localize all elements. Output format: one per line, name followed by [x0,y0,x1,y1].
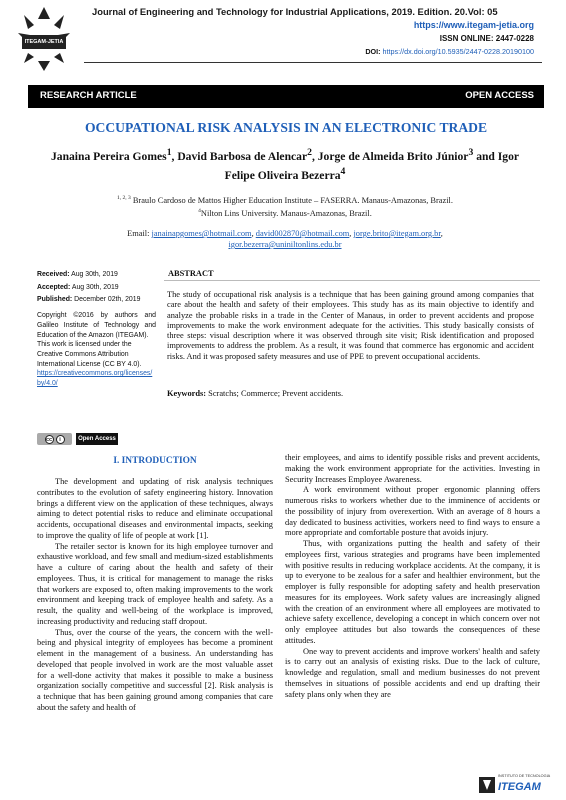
author-sup: 1 [166,147,172,158]
logo-text: ITEGAM-JETIA [24,39,64,45]
author-conjunction: and Igor [476,149,520,163]
keywords-label: Keywords: [167,389,207,398]
affiliations [40,193,530,220]
affiliation-sup: 4 [198,208,201,215]
journal-doi [365,47,534,56]
license-notice: This work is licensed under the Creative Commons Attribution International License (CC BY 4.0). [37,341,142,368]
cc-icon: cc [45,436,53,443]
access-type-label: OPEN ACCESS [465,90,534,101]
paragraph-continued: their employees, and aims to identify possible risks and prevent accidents, making the work environment appropriate for the activities. Investing in Security Increases Employee Awareness. [285,453,540,484]
article-meta [37,270,156,389]
article-type-label: RESEARCH ARTICLE [40,90,137,101]
doi-link[interactable]: https://dx.doi.org/10.5935/2447-0228.20190100 [382,47,534,56]
author-name: David Barbosa de Alencar [177,149,308,163]
author-sup: 3 [468,147,474,158]
paragraph: The development and updating of risk analysis techniques contributes to the evolution of safety engineering history. Innovation brings a different view on the application of these techniques, always aiming to detect potential risks to reduce and eliminate occupational accidents, occupational diseases and environmental impacts, seeking to improve the quality of life of people at work [1]. [37,477,273,540]
accepted-label: Accepted: [37,283,71,291]
author-emails: Email: janainapgomes@hotmail.com, david002870@hotmail.com, jorge.brito@itegam.org.br, igor.bezerra@uniniltonlins.edu.br [127,229,443,249]
email-link[interactable]: janainapgomes@hotmail.com [151,229,252,238]
section-heading: I. INTRODUCTION [113,456,197,466]
email-link[interactable]: jorge.brito@itegam.org.br [353,229,441,238]
published-date: December 02th, 2019 [74,296,141,304]
accepted-date: Aug 30th, 2019 [71,283,119,291]
abstract-divider [164,280,540,281]
copyright-notice: Copyright ©2016 by authors and Galileo Institute of Technology and Education of the Amazon (ITEGAM). [37,312,156,339]
author-name: Jorge de Almeida Brito Júnior [317,149,469,163]
author-sup: 2 [307,147,312,158]
license-link[interactable]: https://creativecommons.org/licenses/by/4.0/ [37,370,153,388]
journal-title: Journal of Engineering and Technology for Industrial Applications, 2019. Edition. 20.Vol: 05 [92,6,498,17]
body-column-left [37,477,273,714]
affiliation-line: Braulo Cardoso de Mattos Higher Education Institute – FASERRA. Manaus-Amazonas, Brazil. [132,195,453,205]
keywords-list: Scratchs; Commerce; Prevent accidents. [208,389,344,398]
body-column-right [285,453,540,700]
paper-title: OCCUPATIONAL RISK ANALYSIS IN AN ELECTRONIC TRADE [84,120,488,135]
journal-issn: ISSN ONLINE: 2447-0228 [439,34,534,43]
footer-logo-text: ITEGAM [498,781,541,793]
journal-url-link[interactable]: https://www.itegam-jetia.org [413,20,534,30]
footer-logo-icon [478,776,496,794]
email-label: Email: [127,229,150,238]
email-link[interactable]: david002870@hotmail.com [255,229,350,238]
keywords [167,389,534,398]
journal-logo [14,5,74,75]
paragraph: The retailer sector is known for its high employee turnover and exhaustive workload, and few small and medium-sized establishments have a culture of caring about the health and safety of their employees. Thus, it is critical for management to manage the risks that workers are exposed to, often making improvements to the work environment and keeping track of employee health and safety. As a result, the quality and well-being of the workplace is improved, increasing productivity and reducing staff dropout. [37,541,273,626]
email-link[interactable]: igor.bezerra@uniniltonlins.edu.br [228,240,342,249]
paragraph: A work environment without proper ergonomic planning offers numerous risks to workers whether due to the imminence of accidents or the possibility of injury from overexertion. With an average of 8 hours a day dedicated to business activities, workers need to find ways to ensure a more appropriate and comfortable posture that avoids injury. [285,485,540,538]
paragraph: Thus, with organizations putting the health and safety of their employees first, various strategies and programs have been implemented with positive results in reducing workplace accidents. At the company, it is up to everyone to be zealous for a safer and healthier environment, but the employer is fully responsible for adopting safety and health preservation measures for its employees. Work safety values are increasingly aligned with the creation of an environment where all employees are motivated to achieve safety excellence, developing a concept in which concern over not only employee attitudes but also towards the consequences of these attitudes. [285,539,540,645]
affiliation-line: Nilton Lins University. Manaus-Amazonas, Brazil. [200,209,372,219]
author-list: Janaina Pereira Gomes$^1$, David Barbosa de Alencar$^2$, Jorge de Almeida Brito Júnior$^3$ and Igor Felipe Oliveira Bezerra$^4$ [50,147,520,182]
footer-logo [478,774,551,796]
received-date: Aug 30th, 2019 [71,271,118,278]
received-label: Received: [37,271,70,278]
open-access-badge[interactable]: Open Access [76,433,118,445]
cc-license-badge[interactable] [37,433,72,445]
paragraph: Thus, over the course of the years, the concern with the well-being and physical integrity of employees has become a prominent element in the management of a business. An understanding has developed that people involved in work are the most valuable asset for a well-done activity that makes it possible to make a business organization socially competitive and successful [2]. Risk analysis is a technique that has been gaining ground among companies that care about the safety and health of [37,627,273,712]
article-banner [28,85,544,108]
doi-label: DOI: [365,47,381,56]
header-divider [84,62,542,63]
author-name: Janaina Pereira Gomes [50,149,167,163]
abstract-text: The study of occupational risk analysis is a technique that has been gaining ground among companies that care about the health and safety of their employees. This study has as its main objective to identify and analyze the probable risks in a trade in the Center of Manaus, in order to prevent accidents and propose improvements to make the work environment adequate for the activities. This study basically consists of three steps: visual description where it was observed through site visit; Risk identification and proposed improvements to address the problem. As a result, it was found that commerce has ergonomic and accident risks. And it was proposed safety measures and use of PPE to prevent occupational accidents. [167,290,534,361]
affiliation-sup: 1, 2, 3 [117,195,131,201]
published-label: Published: [37,296,73,304]
author-name: Felipe Oliveira Bezerra [224,168,341,182]
abstract-heading: ABSTRACT [168,269,214,278]
author-sup: 4 [340,165,346,177]
footer-logo-small: INSTITUTO DE TECNOLOGIA [498,774,551,778]
paragraph: One way to prevent accidents and improve workers' health and safety is to carry out an analysis of existing risks. Due to the lack of culture, knowledge and regulation, small and medium businesses do not prevent themselves in situations of possible accidents and end up drafting their safety plans only when they are [285,646,540,699]
by-icon: i [56,435,65,444]
